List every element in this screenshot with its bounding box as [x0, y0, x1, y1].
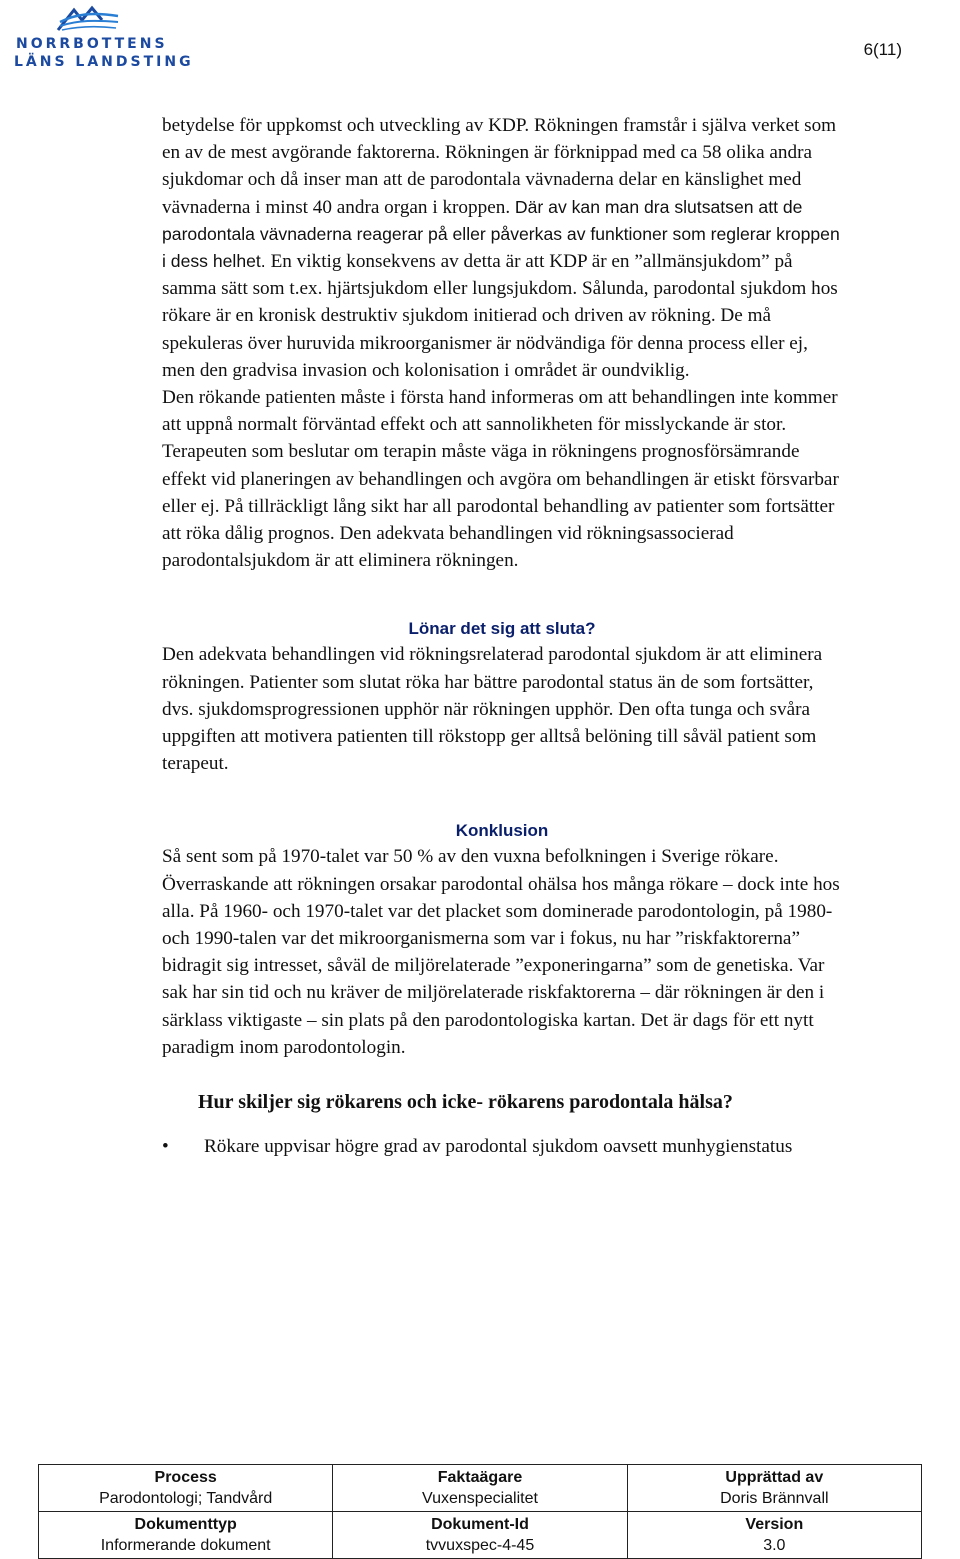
footer-value-process: Parodontologi; Tandvård — [99, 1490, 273, 1507]
footer-value-docid: tvvuxspec-4-45 — [425, 1537, 535, 1554]
footer-row — [39, 1465, 922, 1512]
footer-label-process: Process — [154, 1469, 217, 1486]
section-heading-quit: Lönar det sig att sluta? — [408, 619, 596, 639]
bullet-item — [62, 1133, 842, 1160]
footer-cell-owner — [333, 1465, 627, 1512]
page-number: 6(11) — [863, 40, 902, 59]
paragraph-1-part-3: En viktig konsekvens av detta är att KDP är en ”allmänsjukdom” på samma sätt som t.ex. hjärtsjukdom eller lungsjukdom. Sålunda, parodontal sjukdom hos rökare är en kronisk destruktiv sjukdom initierad och driven av rökning. De må spekuleras över huruvida mikroorganismer är nödvändiga för denna process eller ej, men den gradvisa invasion och kolonisation i området är oundviklig. — [162, 251, 838, 381]
footer-cell-doctype — [39, 1512, 333, 1559]
footer-label-doctype: Dokumenttyp — [134, 1516, 237, 1533]
question-heading: Hur skiljer sig rökarens och icke- rökarens parodontala hälsa? — [198, 1091, 733, 1114]
paragraph-1-part-1: betydelse för uppkomst och utveckling av KDP. Rökningen framstår i själva verket som en av de mest avgörande faktorerna. Rökningen är förknippad med ca 58 olika andra sjukdomar och då inser man att de parodontala vävnaderna delar en känslighet med vävnaderna i minst 40 andra organ i kroppen. — [162, 115, 837, 218]
footer-label-version: Version — [745, 1516, 804, 1533]
footer-value-version: 3.0 — [763, 1537, 786, 1554]
section-text-conclusion: Så sent som på 1970-talet var 50 % av den vuxna befolkningen i Sverige rökare. Överraskande att rökningen orsakar parodontal ohälsa hos många rökare – dock inte hos alla. På 1960- och 1970-talet var det placket som dominerade parodontologin, på 1980- och 1990-talen var det mikroorganismerna som var i fokus, nu har ”riskfaktorerna” bidragit sig intresset, såväl de miljörelaterade ”exponeringarna” som de genetiska. Var sak har sin tid och nu kräver de miljörelaterade riskfaktorerna – där rökningen är den i särklass viktigaste – sin plats på den parodontologiska kartan. Det är dags för ett nytt paradigm inom parodontologin. — [162, 846, 840, 1058]
footer-row — [39, 1512, 922, 1559]
paragraph-3: Terapeuten som beslutar om terapin måste väga in rökningens prognosförsämrande effekt vid planeringen av behandlingen och avgöra om behandlingen är etiskt försvarbar eller ej. På tillräckligt lång sikt har all parodontal behandling av patienter som fortsätter att röka dålig prognos. Den adekvata behandlingen vid rökningsassocierad parodontalsjukdom är att eliminera rökningen. — [162, 441, 839, 572]
paragraph-1-part-2: Där av kan man dra slutsatsen att de parodontala vävnaderna reagerar på eller påverkas av funktioner som reglerar kroppen i dess helhet. — [162, 196, 840, 272]
bullet-item-text: Rökare uppvisar högre grad av parodontal sjukdom oavsett munhygienstatus — [204, 1136, 793, 1158]
footer-label-owner: Faktaägare — [437, 1469, 523, 1486]
footer-cell-docid — [333, 1512, 627, 1559]
footer-label-author: Upprättad av — [725, 1469, 824, 1486]
footer-value-author: Doris Brännvall — [720, 1490, 829, 1507]
document-footer-table — [38, 1464, 922, 1559]
footer-label-docid: Dokument-Id — [431, 1516, 529, 1533]
section-heading-conclusion: Konklusion — [455, 821, 549, 841]
paragraph-1 — [162, 112, 842, 384]
logo-text-line1: NORRBOTTENS — [16, 36, 168, 52]
section-text-quit: Den adekvata behandlingen vid rökningsrelaterad parodontal sjukdom är att eliminera rökningen. Patienter som slutat röka har bättre parodontal status än de som fortsätter, dvs. sjukdomsprogressionen upphör när rökningen upphör. Den ofta tunga och svåra uppgiften att motivera patienten till rökstopp ger alltså belöning till såväl patient som terapeut. — [162, 644, 823, 775]
logo-text-line2: LÄNS LANDSTING — [14, 54, 194, 70]
footer-cell-process — [39, 1465, 333, 1512]
document-body — [162, 112, 842, 1160]
footer-cell-author — [627, 1465, 921, 1512]
bullet-dot-icon: • — [162, 1136, 169, 1158]
logo-mark-icon — [52, 4, 124, 34]
footer-cell-version — [627, 1512, 921, 1559]
norrbottens-logo — [14, 4, 194, 70]
footer-value-owner: Vuxenspecialitet — [422, 1490, 538, 1507]
footer-value-doctype: Informerande dokument — [100, 1537, 271, 1554]
paragraph-2: Den rökande patienten måste i första hand informeras om att behandlingen inte kommer att uppnå normalt förväntad effekt och att sannolikheten för misslyckande är stor. — [162, 387, 838, 436]
